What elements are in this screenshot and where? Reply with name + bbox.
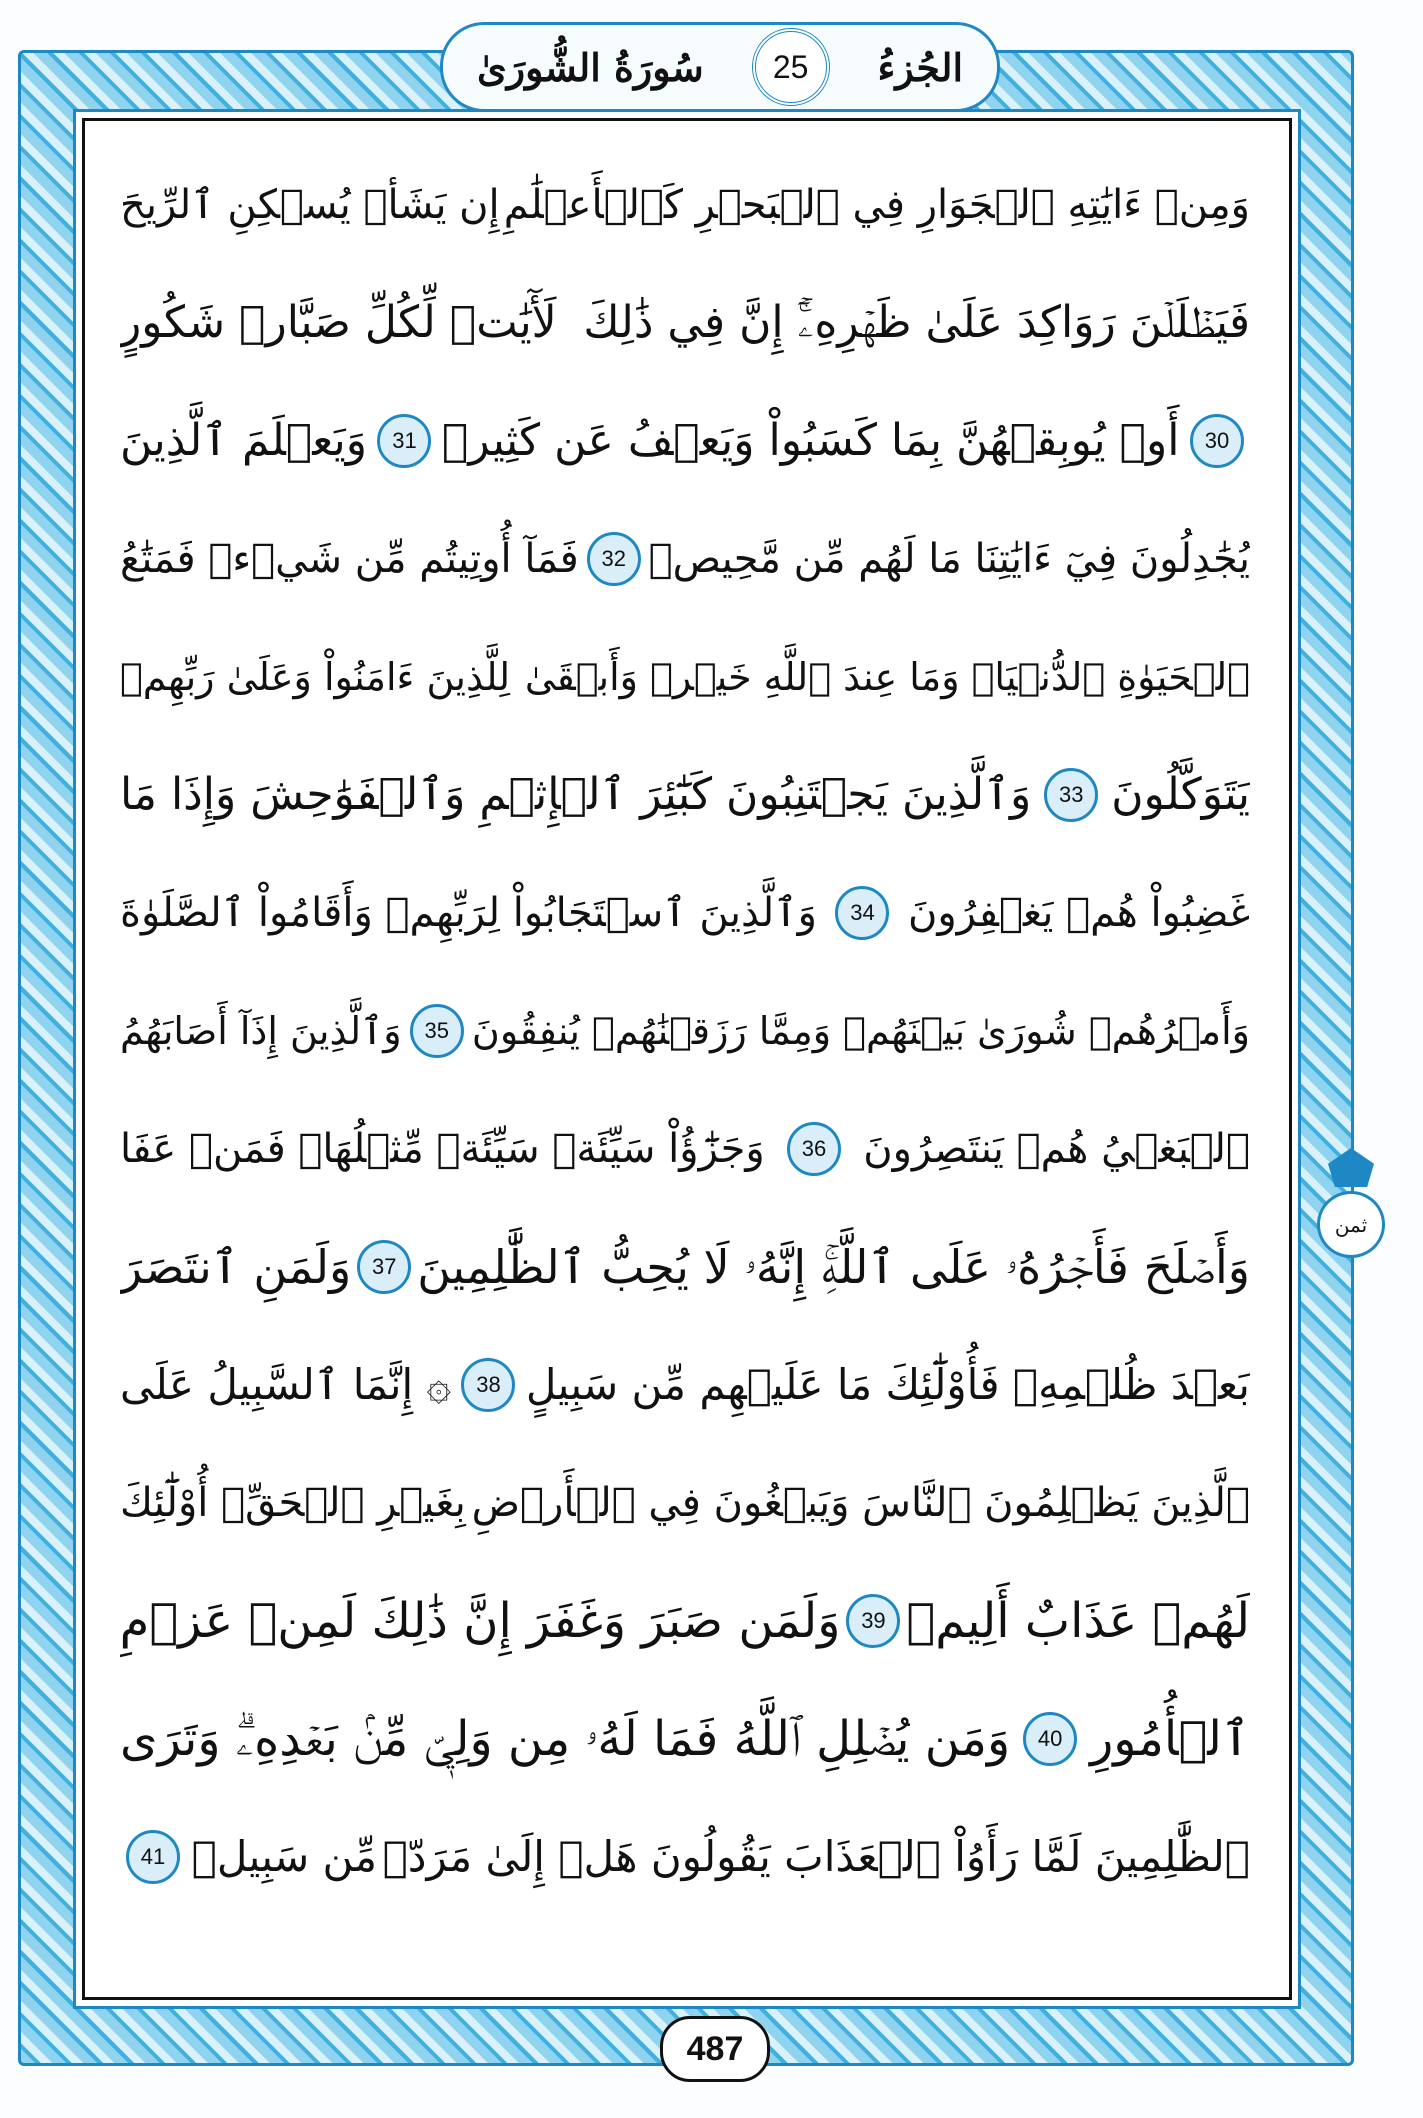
verse-text: وَٱلَّذِينَ إِذَآ أَصَابَهُمُ (120, 1009, 402, 1053)
verse-text: وَجَزَٰٓؤُاْ سَيِّئَةٖ سَيِّئَةٞ مِّثۡلُهَاۖ فَمَنۡ عَفَا (120, 1126, 765, 1172)
hizb-marker (1316, 1148, 1386, 1258)
verse-line (120, 622, 1250, 732)
verse-text: أَوۡ يُوبِقۡهُنَّ بِمَا كَسَبُواْ وَيَعۡفُ عَن كَثِيرٖ (441, 415, 1180, 466)
verse-text: وَلَمَن صَبَرَ وَغَفَرَ إِنَّ ذَٰلِكَ لَمِنۡ عَزۡمِ (120, 1593, 841, 1649)
verse-line (120, 1566, 1250, 1676)
verse-text: ۞ إِنَّمَا ٱلسَّبِيلُ عَلَى (120, 1360, 452, 1409)
verse-text: وَيَعۡلَمَ ٱلَّذِينَ (120, 415, 367, 466)
hizb-label: ثمن (1317, 1191, 1385, 1258)
verse-line (120, 1330, 1250, 1440)
verse-text: وَمِنۡ ءَايَٰتِهِ ٱلۡجَوَارِ فِي ٱلۡبَحۡرِ كَٱلۡأَعۡلَٰمِ (503, 182, 1250, 228)
verse-text: ٱلۡبَغۡيُ هُمۡ يَنتَصِرُونَ (863, 1126, 1250, 1172)
hizb-ornament-icon (1328, 1148, 1374, 1187)
ayah-number-marker: 37 (357, 1240, 411, 1294)
verse-line (120, 1684, 1250, 1794)
verse-text: وَلَمَنِ ٱنتَصَرَ (120, 1240, 352, 1294)
verse-line (120, 150, 1250, 260)
verse-line (120, 504, 1250, 614)
verse-text: وَٱلَّذِينَ يَجۡتَنِبُونَ كَبَٰٓئِرَ ٱلۡإِثۡمِ وَٱلۡفَوَٰحِشَ وَإِذَا مَا (120, 769, 1032, 820)
verse-line (120, 740, 1250, 850)
verse-text: يَتَوَكَّلُونَ (1111, 769, 1250, 820)
verse-line (120, 976, 1250, 1086)
verse-line (120, 268, 1250, 378)
juz-label: الجُزءُ (877, 44, 963, 90)
verse-text: ٱلۡحَيَوٰةِ ٱلدُّنۡيَاۖ وَمَا عِندَ ٱللَّهِ خَيۡرٞ وَأَبۡقَىٰ (524, 655, 1250, 699)
verse-text: غَضِبُواْ هُمۡ يَغۡفِرُونَ (907, 890, 1250, 936)
verse-line (120, 386, 1250, 496)
verse-text: ٱلظَّٰلِمِينَ لَمَّا رَأَوُاْ ٱلۡعَذَابَ يَقُولُونَ هَلۡ إِلَىٰ مَرَدّٖ (382, 1832, 1250, 1881)
ayah-number-marker: 34 (835, 886, 889, 940)
ayah-number-marker: 36 (787, 1122, 841, 1176)
surah-name: سُورَةُ الشُّورَىٰ (477, 44, 704, 90)
juz-number-badge: 25 (752, 28, 830, 106)
ayah-number-marker: 41 (126, 1830, 180, 1884)
verse-text: ٱلۡأُمُورِ (1090, 1711, 1250, 1767)
ayah-number-marker: 40 (1023, 1712, 1077, 1766)
verse-line (120, 1094, 1250, 1204)
verse-text: وَأَمۡرُهُمۡ شُورَىٰ بَيۡنَهُمۡ وَمِمَّا رَزَقۡنَٰهُمۡ يُنفِقُونَ (471, 1009, 1250, 1053)
verse-line (120, 1212, 1250, 1322)
verse-line (120, 858, 1250, 968)
verse-text: بَعۡدَ ظُلۡمِهِۦ فَأُوْلَٰٓئِكَ مَا عَلَيۡهِم مِّن سَبِيلٍ (525, 1360, 1250, 1409)
ayah-number-marker: 30 (1190, 414, 1244, 468)
verse-text: ٱلَّذِينَ يَظۡلِمُونَ ٱلنَّاسَ وَيَبۡغُونَ فِي ٱلۡأَرۡضِ (471, 1480, 1250, 1526)
verse-text: إِن يَشَأۡ يُسۡكِنِ ٱلرِّيحَ (120, 182, 500, 228)
verse-text: وَأَصۡلَحَ فَأَجۡرُهُۥ عَلَى ٱللَّهِۚ إِنَّهُۥ لَا يُحِبُّ ٱلظَّٰلِمِينَ (417, 1240, 1250, 1294)
ayah-number-marker: 32 (587, 532, 641, 586)
verse-line (120, 1802, 1250, 1912)
ayah-number-marker: 33 (1044, 768, 1098, 822)
verse-text: وَمَن يُضۡلِلِ ٱللَّهُ فَمَا لَهُۥ مِن وَلِيّٖ مِّنۢ بَعۡدِهِۦۗ وَتَرَى (120, 1711, 1011, 1767)
page-number: 487 (660, 2016, 770, 2082)
verse-line (120, 1448, 1250, 1558)
ayah-number-marker: 31 (377, 414, 431, 468)
verse-lines (120, 140, 1250, 1960)
verse-text: بِغَيۡرِ ٱلۡحَقِّۚ أُوْلَٰٓئِكَ (120, 1480, 466, 1526)
verse-text: فَيَظۡلَلۡنَ رَوَاكِدَ عَلَىٰ ظَهۡرِهِۦٓۚ إِنَّ فِي ذَٰلِكَ (583, 297, 1250, 348)
verse-text: وَٱلَّذِينَ ٱسۡتَجَابُواْ لِرَبِّهِمۡ وَأَقَامُواْ ٱلصَّلَوٰةَ (120, 890, 817, 936)
verse-text: يُجَٰدِلُونَ فِيٓ ءَايَٰتِنَا مَا لَهُم مِّن مَّحِيصٖ (648, 536, 1250, 582)
ayah-number-marker: 38 (461, 1358, 515, 1412)
ayah-number-marker: 35 (410, 1004, 464, 1058)
verse-text: لِلَّذِينَ ءَامَنُواْ وَعَلَىٰ رَبِّهِمۡ (120, 655, 511, 699)
page-header (440, 22, 1000, 112)
verse-text: لَأٓيَٰتٖ لِّكُلِّ صَبَّارٖ شَكُورٍ (120, 297, 557, 348)
verse-text: فَمَآ أُوتِيتُم مِّن شَيۡءٖ فَمَتَٰعُ (120, 536, 579, 582)
verse-text: لَهُمۡ عَذَابٌ أَلِيمٞ (906, 1593, 1250, 1649)
ayah-number-marker: 39 (846, 1594, 900, 1648)
verse-text: مِّن سَبِيلٖ (191, 1832, 377, 1881)
